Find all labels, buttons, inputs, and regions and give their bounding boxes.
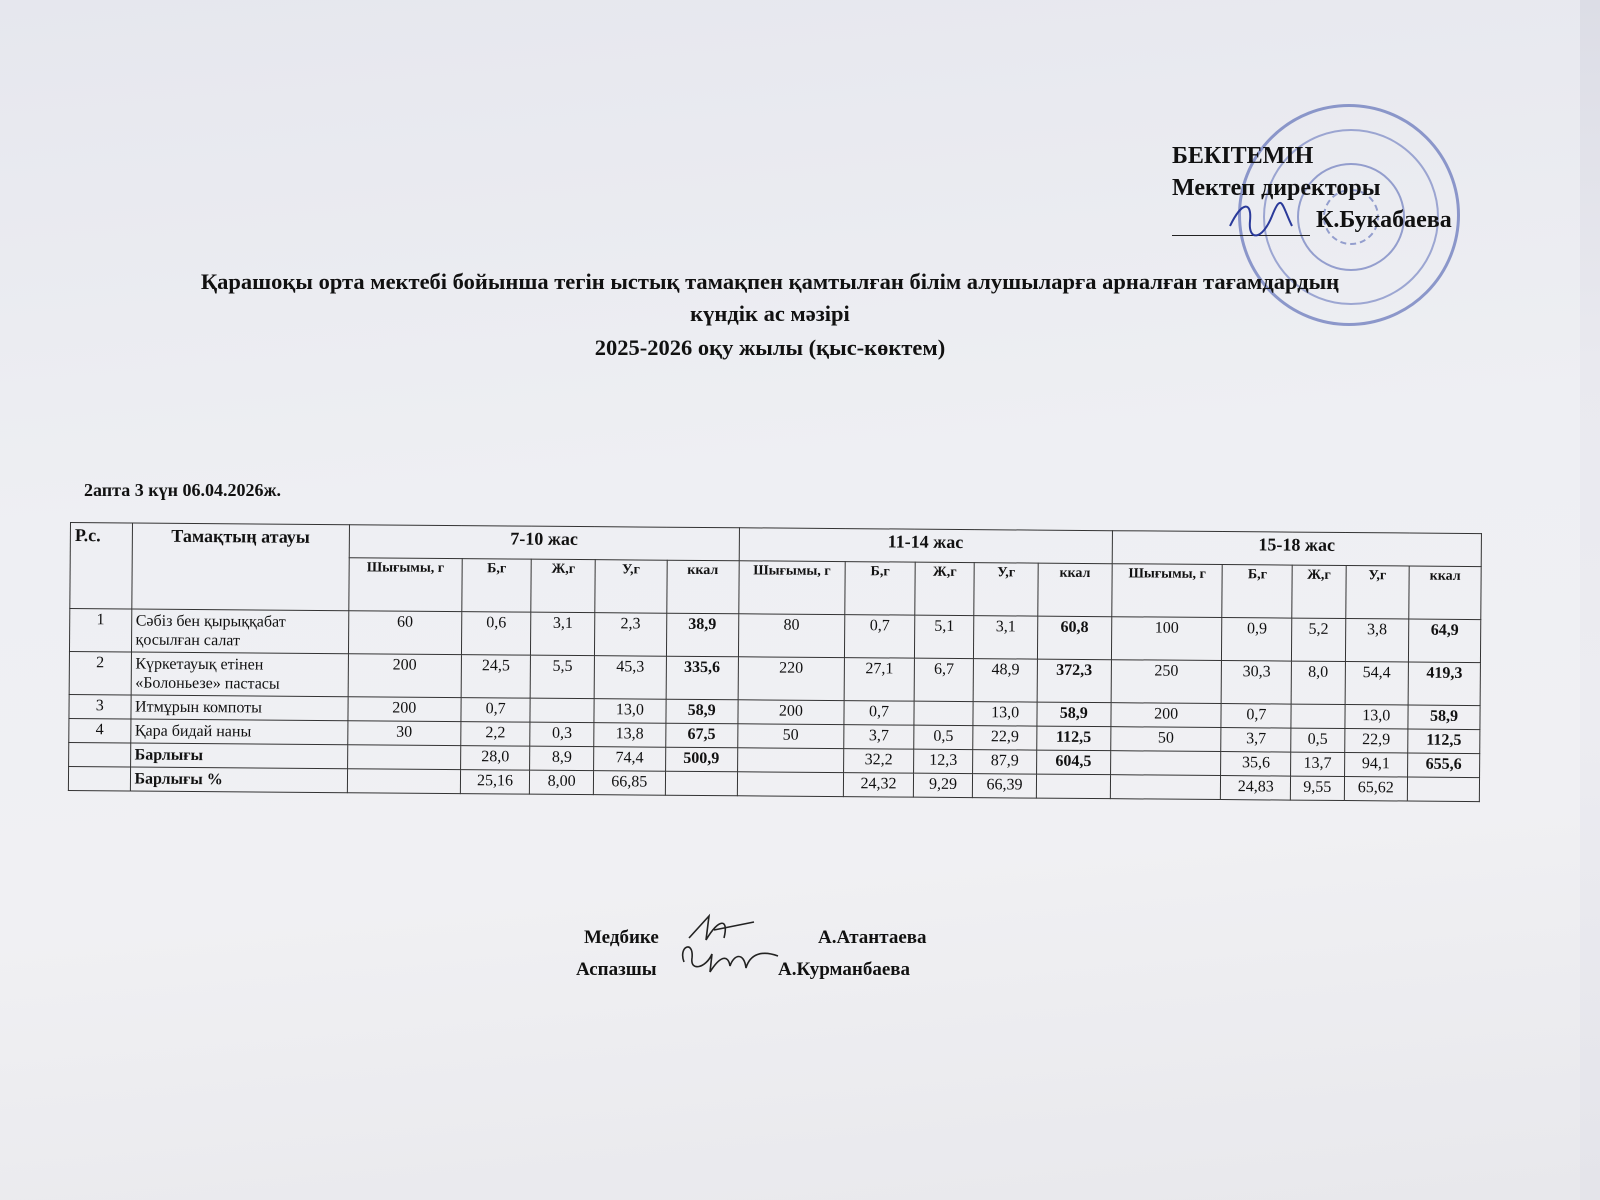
yield-cell: 200 xyxy=(348,654,461,698)
fat-cell: 12,3 xyxy=(913,749,973,773)
approval-position: Мектеп директоры xyxy=(1172,175,1381,201)
kcal-cell: 112,5 xyxy=(1037,726,1111,751)
cook-signature-scribble xyxy=(676,932,786,986)
yield-cell: 50 xyxy=(737,724,844,749)
row-number-cell: 3 xyxy=(69,694,131,718)
document-title-line1: Қарашоқы орта мектебі бойынша тегін ыстық тамақпен қамтылған білім алушыларға арналған тағамдардың xyxy=(200,269,1340,294)
kcal-cell: 64,9 xyxy=(1409,619,1481,663)
yield-cell: 250 xyxy=(1111,660,1222,704)
carbs-cell: 45,3 xyxy=(594,656,666,700)
yield-cell xyxy=(1110,775,1221,800)
row-number-cell: 4 xyxy=(69,718,131,742)
protein-cell: 24,83 xyxy=(1221,776,1291,801)
carbs-cell: 3,1 xyxy=(974,616,1038,659)
protein-cell: 27,1 xyxy=(844,658,914,702)
kcal-cell: 58,9 xyxy=(1408,705,1480,730)
document-title-line3: 2025-2026 оқу жылы (қыс-көктем) xyxy=(594,335,946,360)
kcal-cell xyxy=(1036,774,1110,799)
fat-cell: 5,2 xyxy=(1292,618,1346,661)
carbs-cell: 13,0 xyxy=(594,699,666,724)
kcal-cell: 38,9 xyxy=(666,613,738,657)
fat-cell: 6,7 xyxy=(914,658,974,701)
carbs-cell: 94,1 xyxy=(1344,753,1408,777)
yield-cell: 30 xyxy=(348,721,461,746)
yield-cell: 100 xyxy=(1111,617,1222,661)
protein-cell: 24,32 xyxy=(844,773,914,798)
kcal-cell: 60,8 xyxy=(1037,616,1111,660)
subheader-fat: Ж,г xyxy=(915,562,975,615)
dish-name-cell: Итмұрын компоты xyxy=(130,695,348,721)
protein-cell: 3,7 xyxy=(1221,728,1291,753)
header-group-11-14: 11-14 жас xyxy=(739,528,1112,564)
fat-cell: 8,0 xyxy=(1291,661,1345,704)
yield-cell: 220 xyxy=(738,657,845,701)
fat-cell: 8,9 xyxy=(530,746,594,770)
carbs-cell: 13,0 xyxy=(1344,705,1408,729)
nurse-role: Медбике xyxy=(584,927,659,948)
fat-cell: 9,55 xyxy=(1291,776,1344,800)
carbs-cell: 54,4 xyxy=(1345,662,1409,705)
subheader-yield: Шығымы, г xyxy=(738,561,845,615)
carbs-cell: 66,85 xyxy=(593,771,665,796)
protein-cell: 35,6 xyxy=(1221,752,1291,777)
subheader-fat: Ж,г xyxy=(1292,565,1346,618)
carbs-cell: 48,9 xyxy=(973,659,1037,702)
protein-cell: 32,2 xyxy=(844,749,914,774)
kcal-cell: 500,9 xyxy=(665,747,737,772)
kcal-cell xyxy=(665,771,737,796)
kcal-cell: 335,6 xyxy=(666,656,738,700)
subheader-carbs: У,г xyxy=(1345,566,1409,619)
fat-cell: 5,1 xyxy=(914,615,974,658)
yield-cell: 200 xyxy=(737,700,844,725)
protein-cell: 24,5 xyxy=(461,655,531,699)
protein-cell: 3,7 xyxy=(844,725,914,750)
fat-cell: 8,00 xyxy=(530,770,594,794)
subheader-protein: Б,г xyxy=(462,559,532,613)
fat-cell: 0,3 xyxy=(530,722,594,746)
yield-cell: 80 xyxy=(738,614,845,658)
fat-cell: 5,5 xyxy=(531,655,595,698)
week-day-date: 2апта 3 күн 06.04.2026ж. xyxy=(84,480,281,500)
subheader-fat: Ж,г xyxy=(531,559,595,612)
fat-cell xyxy=(530,698,594,722)
carbs-cell: 13,8 xyxy=(594,723,666,748)
nurse-name: А.Атантаева xyxy=(818,927,927,948)
director-name: К.Букабаева xyxy=(1316,207,1452,233)
carbs-cell: 74,4 xyxy=(594,747,666,772)
carbs-cell: 3,8 xyxy=(1345,619,1409,662)
protein-cell: 0,7 xyxy=(844,701,914,726)
header-group-7-10: 7-10 жас xyxy=(349,525,739,561)
protein-cell: 2,2 xyxy=(460,722,530,747)
carbs-cell: 13,0 xyxy=(973,702,1037,726)
carbs-cell: 66,39 xyxy=(973,774,1037,798)
kcal-cell: 655,6 xyxy=(1408,753,1480,778)
yield-cell xyxy=(737,772,844,797)
fat-cell xyxy=(914,701,974,725)
yield-cell: 50 xyxy=(1110,727,1221,752)
header-group-15-18: 15-18 жас xyxy=(1112,531,1482,567)
yield-cell xyxy=(347,745,460,770)
row-number-cell xyxy=(68,766,130,790)
carbs-cell: 65,62 xyxy=(1344,777,1408,801)
menu-table xyxy=(68,522,1482,802)
kcal-cell: 112,5 xyxy=(1408,729,1480,754)
approval-signature-line xyxy=(1172,204,1452,236)
fat-cell xyxy=(1291,704,1344,728)
row-number-cell: 1 xyxy=(69,609,131,652)
carbs-cell: 22,9 xyxy=(1344,729,1408,753)
director-signature-scribble xyxy=(1222,196,1302,246)
kcal-cell xyxy=(1407,777,1479,802)
menu-table-body xyxy=(68,609,1480,802)
fat-cell: 0,5 xyxy=(914,725,974,749)
fat-cell: 0,5 xyxy=(1291,728,1344,752)
row-number-cell: 2 xyxy=(69,651,131,694)
subheader-kcal: ккал xyxy=(667,560,739,614)
fat-cell: 9,29 xyxy=(913,773,973,797)
header-dish-name: Тамақтың атауы xyxy=(131,523,349,611)
cook-role: Аспазшы xyxy=(576,959,657,980)
fat-cell: 13,7 xyxy=(1291,752,1344,776)
yield-cell: 200 xyxy=(348,697,461,722)
cook-name: А.Курманбаева xyxy=(778,959,911,980)
protein-cell: 25,16 xyxy=(460,770,530,795)
dish-name-cell: Барлығы % xyxy=(130,767,348,793)
carbs-cell: 2,3 xyxy=(594,613,666,657)
yield-cell: 60 xyxy=(348,611,461,655)
kcal-cell: 58,9 xyxy=(1037,702,1111,727)
row-number-cell xyxy=(69,742,131,766)
protein-cell: 0,6 xyxy=(461,612,531,656)
approval-heading: БЕКІТЕМІН xyxy=(1172,143,1314,169)
dish-name-cell: Қара бидай наны xyxy=(130,719,348,745)
subheader-protein: Б,г xyxy=(845,562,915,616)
dish-name-cell: Күркетауық етінен «Болоньезе» пастасы xyxy=(131,652,349,697)
subheader-protein: Б,г xyxy=(1222,565,1292,619)
kcal-cell: 58,9 xyxy=(666,699,738,724)
subheader-carbs: У,г xyxy=(595,560,667,614)
carbs-cell: 22,9 xyxy=(973,726,1037,750)
fat-cell: 3,1 xyxy=(531,612,595,655)
kcal-cell: 372,3 xyxy=(1037,659,1111,703)
protein-cell: 0,7 xyxy=(461,698,531,723)
header-row-number: Р.с. xyxy=(70,523,132,609)
subheader-yield: Шығымы, г xyxy=(349,558,462,612)
dish-name-cell: Барлығы xyxy=(130,743,348,769)
yield-cell xyxy=(737,748,844,773)
protein-cell: 0,9 xyxy=(1222,618,1292,662)
protein-cell: 30,3 xyxy=(1222,661,1292,705)
document-title-line2: күндік ас мәзірі xyxy=(690,301,850,326)
subheader-carbs: У,г xyxy=(974,563,1038,616)
subheader-yield: Шығымы, г xyxy=(1112,564,1223,618)
dish-name-cell: Сәбіз бен қырыққабат қосылған салат xyxy=(131,609,349,654)
approval-block xyxy=(1172,140,1452,236)
kcal-cell: 604,5 xyxy=(1036,750,1110,775)
kcal-cell: 67,5 xyxy=(665,723,737,748)
kcal-cell: 419,3 xyxy=(1408,662,1480,706)
yield-cell xyxy=(347,769,460,794)
protein-cell: 28,0 xyxy=(460,746,530,771)
carbs-cell: 87,9 xyxy=(973,750,1037,774)
subheader-kcal: ккал xyxy=(1038,563,1112,617)
subheader-kcal: ккал xyxy=(1409,566,1481,620)
protein-cell: 0,7 xyxy=(845,615,915,659)
protein-cell: 0,7 xyxy=(1221,704,1291,729)
yield-cell: 200 xyxy=(1111,703,1222,728)
yield-cell xyxy=(1110,751,1221,776)
